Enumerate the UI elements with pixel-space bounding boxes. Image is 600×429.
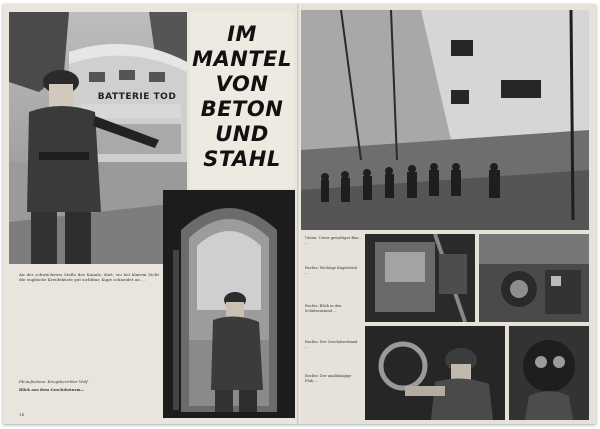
title-line-2: MANTEL — [192, 47, 292, 71]
left-page — [3, 4, 299, 424]
title-line-3: VON — [215, 72, 269, 96]
article-title — [190, 12, 294, 188]
title-line-1: IM — [227, 22, 257, 46]
photo-machinery-2 — [479, 234, 589, 322]
battery-sign: BATTERIE TOD — [97, 92, 177, 102]
photo-soldier-doorway — [163, 190, 295, 418]
photo-soldier-battery — [9, 12, 187, 264]
caption-right-3: Rechts: Blick in den Schützenstand ... — [305, 304, 342, 313]
title-line-4: BETON — [200, 97, 284, 121]
right-page — [301, 4, 596, 424]
caption-right-5: Rechts: Der unabhängige Flak ... — [305, 374, 352, 383]
photo-soldier-wheel — [365, 326, 505, 420]
caption-right-2: Rechts: Wichtige Kugelstück ... — [305, 266, 358, 275]
article-body — [19, 272, 159, 282]
page-number-left: 14 — [19, 412, 25, 417]
title-line-6: STAHL — [203, 147, 281, 171]
photo-credit: PK-Aufnahme: Kriegsberichter Wolf — [19, 379, 88, 384]
caption-left: Blick aus dem Geschützturm... — [19, 387, 85, 392]
caption-right-4: Rechts: Der Geschützerband ... — [305, 340, 358, 349]
photo-soldier-gasmask — [509, 326, 589, 420]
body-paragraph: An der schwächsten Stelle des Kanals, dort, wo bei klarem Sicht die englische Kreideküste gut sichtbar, Kupe schneidet an ... — [19, 272, 159, 283]
caption-right-1: Unten: Unser gewaltiger Bau ... — [305, 236, 359, 245]
photo-machinery-1 — [365, 234, 475, 322]
photo-soldiers-running — [301, 10, 589, 230]
magazine-spread — [3, 4, 596, 424]
title-line-5: UND — [215, 122, 269, 146]
